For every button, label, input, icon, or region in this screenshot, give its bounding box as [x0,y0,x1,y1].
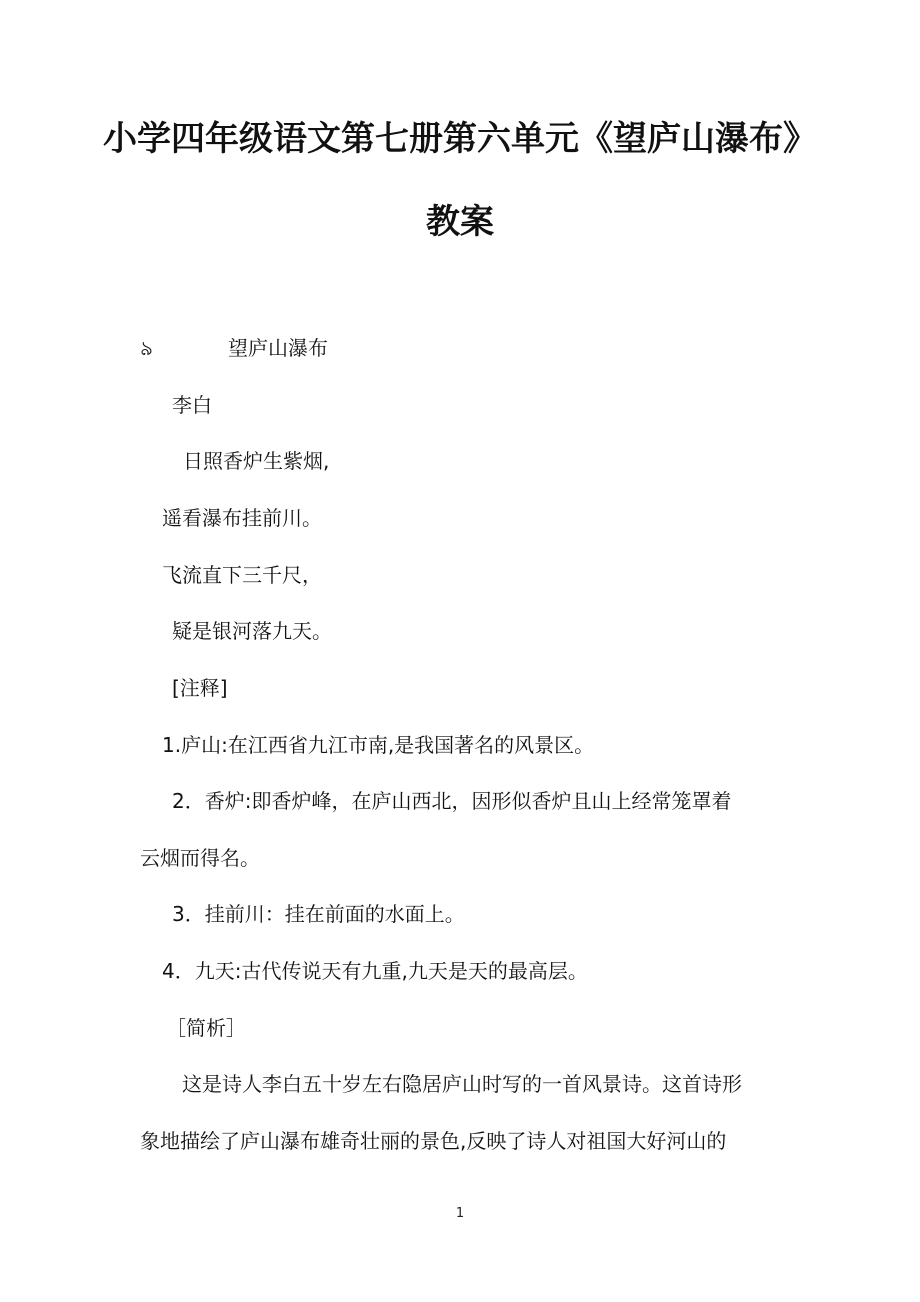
poem-line-1: 日照香炉生紫烟, [183,449,330,473]
note-item-3: 3．挂前川：挂在前面的水面上。 [172,902,465,926]
poem-author: 李白 [172,393,212,417]
document-title-line-2: 教案 [426,202,494,242]
notes-heading: [注释] [172,676,228,700]
note-item-4: 4．九天:古代传说天有九重,九天是天的最高层。 [162,959,588,983]
poem-line-4: 疑是银河落九天。 [172,619,332,643]
note-item-2: 2．香炉:即香炉峰，在庐山西北，因形似香炉且山上经常笼罩着 [172,789,732,813]
analysis-heading: ［简析］ [166,1016,246,1040]
poem-line-2: 遥看瀑布挂前川。 [162,506,322,530]
note-item-2-continued: 云烟而得名。 [140,846,260,870]
document-title-line-1: 小学四年级语文第七册第六单元《望庐山瀑布》 [103,119,817,159]
section-marker: ৯ [140,336,153,360]
analysis-line-2: 象地描绘了庐山瀑布雄奇壮丽的景色,反映了诗人对祖国大好河山的 [140,1129,727,1153]
note-item-1: 1.庐山:在江西省九江市南,是我国著名的风景区。 [162,733,595,757]
poem-line-3: 飞流直下三千尺， [162,563,322,587]
analysis-line-1: 这是诗人李白五十岁左右隐居庐山时写的一首风景诗。这首诗形 [182,1072,742,1096]
page-number: 1 [455,1206,465,1221]
poem-title: 望庐山瀑布 [228,336,328,360]
